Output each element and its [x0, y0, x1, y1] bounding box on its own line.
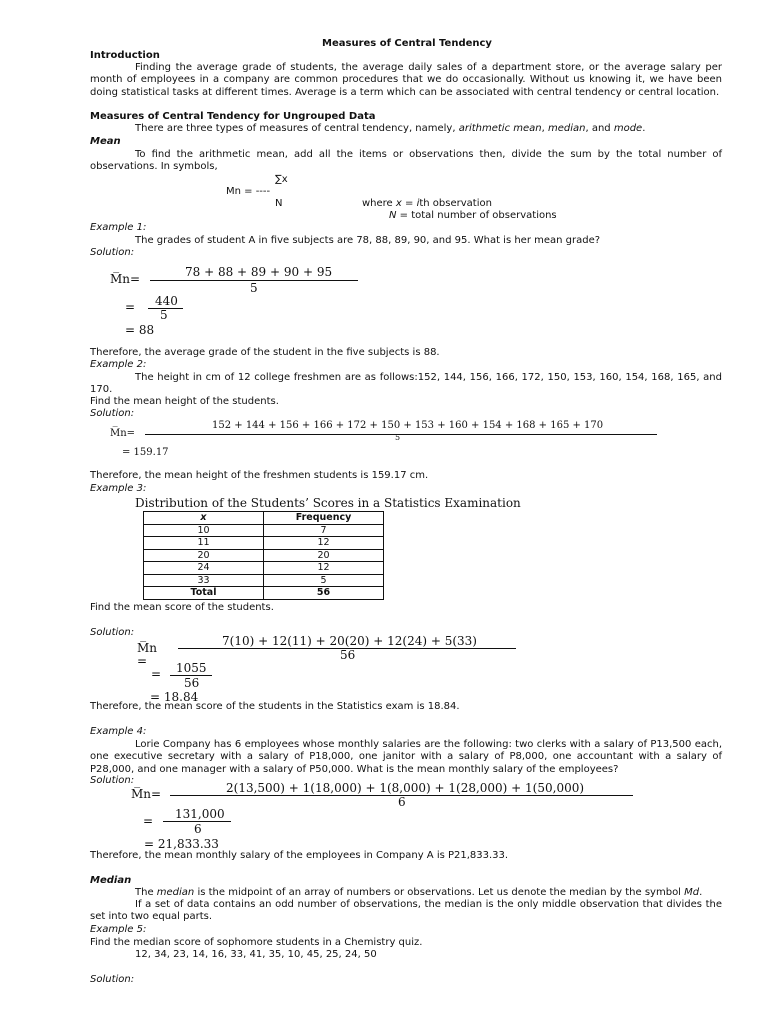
example1-conclusion: Therefore, the average grade of the student in the five subjects is 88. [90, 347, 440, 358]
example2-denominator: 5 [395, 433, 401, 442]
median-p1-mid: is the midpoint of an array of numbers or observations. Let us denote the median by the symbol [194, 887, 685, 898]
example3-denominator: 56 [340, 648, 356, 662]
example4-mn: M̅n= [131, 787, 162, 801]
example5-data: 12, 34, 23, 14, 16, 33, 41, 35, 10, 45, 25, 24, 50 [135, 949, 377, 960]
example3-mn-equals: = [137, 654, 148, 668]
table-row [144, 537, 384, 550]
table-title: Distribution of the Students’ Scores in a Statistics Examination [135, 496, 521, 510]
example4-result: = 21,833.33 [144, 837, 219, 851]
cell-x: 24 [144, 562, 264, 575]
median-p1-term: median [156, 887, 195, 898]
distribution-table [143, 511, 384, 600]
n-text: = total number of observations [396, 210, 557, 221]
where-eq: = [401, 198, 417, 209]
cell-total-label: Total [144, 587, 264, 600]
example4-den2: 6 [194, 822, 202, 836]
example1-result: = 88 [125, 323, 155, 337]
example2-solution-label: Solution: [90, 408, 135, 419]
mean-text: To find the arithmetic mean, add all the items or observations then, divide the sum by the total number of observations. In symbols, [90, 149, 722, 173]
period: . [642, 123, 646, 134]
cell-x: 10 [144, 524, 264, 537]
cell-frequency: 12 [264, 537, 384, 550]
example1-numerator: 78 + 88 + 89 + 90 + 95 [185, 265, 333, 279]
example3-den2: 56 [184, 676, 200, 690]
median-p1-pre: The [135, 887, 157, 898]
example2-find: Find the mean height of the students. [90, 396, 279, 407]
example3-mn: M̅n [137, 641, 158, 655]
cell-frequency: 5 [264, 574, 384, 587]
cell-frequency: 20 [264, 549, 384, 562]
example3-numerator: 7(10) + 12(11) + 20(20) + 12(24) + 5(33) [222, 634, 477, 648]
example3-find: Find the mean score of the students. [90, 602, 274, 613]
example1-equals: = [125, 300, 136, 314]
page-title: Measures of Central Tendency [322, 38, 492, 49]
example5-solution-label: Solution: [90, 974, 135, 985]
example2-result: = 159.17 [122, 447, 169, 458]
ungrouped-text: There are three types of measures of central tendency, namely, [135, 123, 459, 134]
col-header-x: x [144, 512, 264, 525]
ungrouped-heading: Measures of Central Tendency for Ungrouped Data [90, 111, 376, 122]
n-symbol: N [389, 210, 397, 221]
example2-mn: M̅n= [110, 428, 136, 439]
example3-label: Example 3: [90, 483, 147, 494]
example4-numerator: 2(13,500) + 1(18,000) + 1(8,000) + 1(28,000) + 1(50,000) [226, 781, 585, 795]
example4-paragraph [90, 739, 722, 776]
example4-text: Lorie Company has 6 employees whose monthly salaries are the following: two clerks with a salary of P13,500 each, one executive secretary with a salary of P18,000, one janitor with a salary of P8,000, one accountant with a salary of P28,000, and one manager with a salary of P50,000. What is the mean monthly salary of the employees? [90, 739, 722, 775]
example3-solution-label: Solution: [90, 627, 135, 638]
term-median: median [547, 123, 586, 134]
example4-num2: 131,000 [175, 807, 225, 821]
cell-x: 20 [144, 549, 264, 562]
median-p2-text: If a set of data contains an odd number of observations, the median is the only middle observation that divides the set into two equal parts. [90, 899, 722, 923]
median-heading: Median [90, 875, 132, 886]
sep: , [541, 123, 548, 134]
cell-x: 33 [144, 574, 264, 587]
example3-result: = 18.84 [150, 690, 199, 704]
example1-denominator: 5 [250, 281, 258, 295]
term-mode: mode [613, 123, 643, 134]
where-n-line [389, 210, 557, 222]
median-paragraph-2 [90, 899, 722, 924]
example3-num2: 1055 [176, 661, 207, 675]
example2-conclusion: Therefore, the mean height of the freshmen students is 159.17 cm. [90, 470, 429, 481]
example3-equals: = [151, 667, 162, 681]
col-header-frequency: Frequency [264, 512, 384, 525]
example5-label: Example 5: [90, 924, 147, 935]
table-row [144, 562, 384, 575]
median-p1-end: . [699, 887, 703, 898]
term-arithmetic-mean: arithmetic mean [458, 123, 542, 134]
example1-label: Example 1: [90, 222, 147, 233]
cell-frequency: 12 [264, 562, 384, 575]
median-paragraph-1 [135, 887, 702, 899]
table-total-row [144, 587, 384, 600]
example4-equals: = [143, 814, 154, 828]
example2-numerator: 152 + 144 + 156 + 166 + 172 + 150 + 153 + 160 + 154 + 168 + 165 + 170 [212, 420, 604, 431]
ungrouped-paragraph [135, 123, 645, 135]
example4-denominator: 6 [398, 795, 406, 809]
intro-text: Finding the average grade of students, the average daily sales of a department store, or the average salary per month of employees in a company are common procedures that we do occasionally. Without us knowing it, we have been doing statistical tasks at different times. Average is a term which can be associated with central tendency or central location. [90, 62, 722, 98]
example3-conclusion: Therefore, the mean score of the students in the Statistics exam is 18.84. [90, 701, 460, 712]
mean-heading: Mean [90, 136, 121, 147]
example1-solution-label: Solution: [90, 247, 135, 258]
example1-mn: M̅n= [110, 272, 141, 286]
table-row [144, 574, 384, 587]
example1-den2: 5 [160, 308, 168, 322]
example2-label: Example 2: [90, 359, 147, 370]
intro-paragraph [90, 62, 722, 99]
example2-paragraph [90, 372, 722, 397]
cell-frequency: 7 [264, 524, 384, 537]
example4-conclusion: Therefore, the mean monthly salary of the employees in Company A is P21,833.33. [90, 850, 509, 861]
where-post: th observation [419, 198, 492, 209]
sep: , and [585, 123, 614, 134]
where-x-line [362, 198, 492, 210]
table-row [144, 524, 384, 537]
example4-solution-label: Solution: [90, 775, 135, 786]
example5-text: Find the median score of sophomore students in a Chemistry quiz. [90, 937, 423, 948]
example4-label: Example 4: [90, 726, 147, 737]
example2-fraction-bar [145, 434, 657, 435]
where-pre: where [362, 198, 396, 209]
example1-num2: 440 [155, 294, 178, 308]
where-ith: i [416, 198, 420, 209]
median-p1-md: Md [684, 887, 700, 898]
cell-x: 11 [144, 537, 264, 550]
formula-lhs: Mn = ---- [226, 186, 271, 197]
mean-paragraph [90, 149, 722, 174]
table-row [144, 549, 384, 562]
example2-text: The height in cm of 12 college freshmen are as follows:152, 144, 156, 166, 172, 150, 153, 160, 154, 168, 165, and 170. [90, 372, 722, 396]
formula-sigma: ∑x [275, 174, 288, 185]
table-header-row [144, 512, 384, 525]
cell-total-value: 56 [264, 587, 384, 600]
intro-heading: Introduction [90, 50, 160, 61]
example1-text: The grades of student A in five subjects are 78, 88, 89, 90, and 95. What is her mean grade? [135, 235, 601, 246]
formula-denominator: N [275, 198, 283, 209]
where-x: x [395, 198, 402, 209]
